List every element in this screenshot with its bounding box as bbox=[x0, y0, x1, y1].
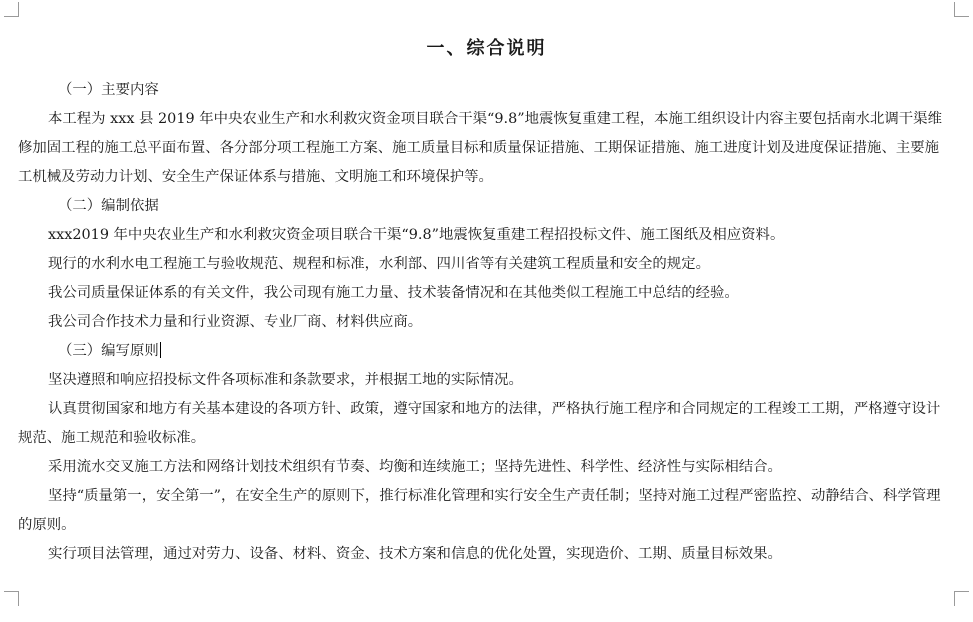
page-corner-mark-bottom-right bbox=[954, 591, 969, 606]
page-corner-mark-top-left bbox=[4, 2, 19, 17]
paragraph: 实行项目法管理，通过对劳力、设备、材料、资金、技术方案和信息的优化处置，实现造价、工期、质量目标效果。 bbox=[48, 546, 782, 562]
text-cursor bbox=[160, 342, 161, 358]
paragraph: 坚持“质量第一，安全第一”，在安全生产的原则下，推行标准化管理和实行安全生产责任制；坚持对施工过程严密监控、动静结合、科学管理的原则。 bbox=[18, 488, 941, 533]
document-title: 一、综合说明 bbox=[426, 38, 547, 59]
paragraph: 认真贯彻国家和地方有关基本建设的各项方针、政策，遵守国家和地方的法律，严格执行施工程序和合同规定的工程竣工工期，严格遵守设计规范、施工规范和验收标准。 bbox=[18, 401, 941, 446]
paragraph: 现行的水利水电工程施工与验收规范、规程和标准，水利部、四川省等有关建筑工程质量和安全的规定。 bbox=[48, 256, 710, 272]
paragraph: 采用流水交叉施工方法和网络计划技术组织有节奏、均衡和连续施工；坚持先进性、科学性、经济性与实际相结合。 bbox=[48, 459, 782, 475]
section-heading-principles bbox=[18, 337, 953, 366]
section-heading-basis: （二）编制依据 bbox=[58, 198, 159, 214]
page-corner-mark-top-right bbox=[954, 2, 969, 17]
paragraph: xxx2019 年中央农业生产和水利救灾资金项目联合干渠“9.8”地震恢复重建工程招投标文件、施工图纸及相应资料。 bbox=[48, 227, 785, 243]
section-heading-principles-text: （三）编写原则 bbox=[58, 343, 159, 359]
document-body[interactable] bbox=[18, 76, 953, 569]
paragraph: 我公司合作技术力量和行业资源、专业厂商、材料供应商。 bbox=[48, 314, 423, 330]
page-corner-mark-bottom-left bbox=[4, 591, 19, 606]
paragraph: 本工程为 xxx 县 2019 年中央农业生产和水利救灾资金项目联合干渠“9.8”地震恢复重建工程，本施工组织设计内容主要包括南水北调干渠维修加固工程的施工总平面布置、各分部分项工程施工方案、施工质量目标和质量保证措施、工期保证措施、施工进度计划及进度保证措施、主要施工机械及劳动力计划、安全生产保证体系与措施、文明施工和环境保护等。 bbox=[18, 111, 942, 185]
paragraph: 我公司质量保证体系的有关文件，我公司现有施工力量、技术装备情况和在其他类似工程施工中总结的经验。 bbox=[48, 285, 739, 301]
paragraph: 坚决遵照和响应招投标文件各项标准和条款要求，并根据工地的实际情况。 bbox=[48, 372, 523, 388]
section-heading-main-content: （一）主要内容 bbox=[58, 82, 159, 98]
